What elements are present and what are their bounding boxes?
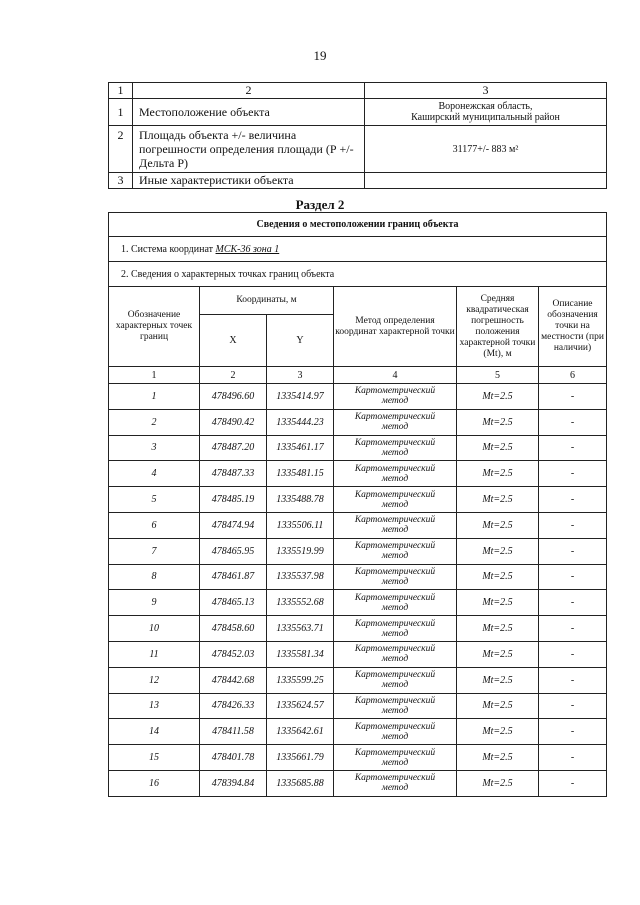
coord-x: 478452.03 bbox=[200, 641, 267, 667]
column-number: 2 bbox=[200, 367, 267, 384]
table1-header-2: 2 bbox=[133, 83, 365, 99]
method-line: метод bbox=[381, 731, 409, 742]
table-row bbox=[109, 770, 607, 796]
header-row bbox=[109, 287, 607, 315]
method-line: Картометрический bbox=[354, 695, 436, 706]
point-number: 10 bbox=[109, 616, 200, 642]
accuracy: Mt=2.5 bbox=[457, 384, 539, 410]
points-caption-row bbox=[109, 262, 607, 287]
point-description: - bbox=[539, 487, 607, 513]
header-x: X bbox=[200, 315, 267, 367]
coord-y: 1335444.23 bbox=[267, 409, 334, 435]
method-line: метод bbox=[381, 628, 409, 639]
point-description: - bbox=[539, 538, 607, 564]
coordinate-system bbox=[109, 237, 607, 262]
table1-row-num: 1 bbox=[109, 99, 133, 126]
accuracy: Mt=2.5 bbox=[457, 693, 539, 719]
coord-y: 1335537.98 bbox=[267, 564, 334, 590]
coord-x: 478465.13 bbox=[200, 590, 267, 616]
point-number: 3 bbox=[109, 435, 200, 461]
method-line: метод bbox=[381, 783, 409, 794]
method-line: Картометрический bbox=[354, 412, 436, 423]
accuracy: Mt=2.5 bbox=[457, 641, 539, 667]
coord-y: 1335461.17 bbox=[267, 435, 334, 461]
points-caption: 2. Сведения о характерных точках границ объекта bbox=[109, 262, 607, 287]
coord-y: 1335506.11 bbox=[267, 512, 334, 538]
table-row bbox=[109, 487, 607, 513]
coord-y: 1335581.34 bbox=[267, 641, 334, 667]
point-number: 7 bbox=[109, 538, 200, 564]
point-description: - bbox=[539, 435, 607, 461]
table2-title: Сведения о местоположении границ объекта bbox=[109, 213, 607, 237]
method bbox=[334, 512, 457, 538]
method-line: метод bbox=[381, 757, 409, 768]
coord-x: 478411.58 bbox=[200, 719, 267, 745]
section-title: Раздел 2 bbox=[295, 197, 345, 212]
accuracy: Mt=2.5 bbox=[457, 538, 539, 564]
point-number: 6 bbox=[109, 512, 200, 538]
coord-y: 1335661.79 bbox=[267, 745, 334, 771]
table1-row-value bbox=[365, 173, 607, 189]
method-line: метод bbox=[381, 680, 409, 691]
point-number: 1 bbox=[109, 384, 200, 410]
method-line: метод bbox=[381, 473, 409, 484]
accuracy: Mt=2.5 bbox=[457, 719, 539, 745]
method bbox=[334, 564, 457, 590]
point-number: 9 bbox=[109, 590, 200, 616]
method-line: Картометрический bbox=[354, 618, 436, 629]
header-coordinates: Координаты, м bbox=[200, 287, 334, 315]
column-number: 3 bbox=[267, 367, 334, 384]
header-designation: Обозначение характерных точек границ bbox=[109, 287, 200, 367]
accuracy: Mt=2.5 bbox=[457, 667, 539, 693]
method bbox=[334, 693, 457, 719]
method-line: Картометрический bbox=[354, 386, 436, 397]
table1-row-name: Иные характеристики объекта bbox=[133, 173, 365, 189]
table1-row-value bbox=[365, 99, 607, 126]
method bbox=[334, 770, 457, 796]
column-number: 1 bbox=[109, 367, 200, 384]
point-description: - bbox=[539, 616, 607, 642]
method bbox=[334, 538, 457, 564]
table1-row-value: 31177+/- 883 м² bbox=[365, 126, 607, 173]
method-line: метод bbox=[381, 447, 409, 458]
accuracy: Mt=2.5 bbox=[457, 590, 539, 616]
header-accuracy: Средняя квадратическая погрешность положения характерной точки (Mt), м bbox=[457, 287, 539, 367]
coord-x: 478487.33 bbox=[200, 461, 267, 487]
coord-y: 1335552.68 bbox=[267, 590, 334, 616]
point-description: - bbox=[539, 564, 607, 590]
point-description: - bbox=[539, 409, 607, 435]
table1-row bbox=[109, 126, 607, 173]
coord-y: 1335642.61 bbox=[267, 719, 334, 745]
method-line: Картометрический bbox=[354, 721, 436, 732]
point-description: - bbox=[539, 745, 607, 771]
method-line: Картометрический bbox=[354, 592, 436, 603]
method-line: Картометрический bbox=[354, 747, 436, 758]
coord-x: 478496.60 bbox=[200, 384, 267, 410]
point-number: 13 bbox=[109, 693, 200, 719]
coord-y: 1335488.78 bbox=[267, 487, 334, 513]
coord-y: 1335519.99 bbox=[267, 538, 334, 564]
accuracy: Mt=2.5 bbox=[457, 409, 539, 435]
method bbox=[334, 590, 457, 616]
accuracy: Mt=2.5 bbox=[457, 487, 539, 513]
accuracy: Mt=2.5 bbox=[457, 435, 539, 461]
table1-row-name: Площадь объекта +/- величина погрешности определения площади (Р +/- Дельта Р) bbox=[133, 126, 365, 173]
column-number: 6 bbox=[539, 367, 607, 384]
point-description: - bbox=[539, 461, 607, 487]
accuracy: Mt=2.5 bbox=[457, 512, 539, 538]
table1-row-num: 3 bbox=[109, 173, 133, 189]
table1-row-num: 2 bbox=[109, 126, 133, 173]
coordinate-system-prefix: 1. Система координат bbox=[121, 243, 214, 255]
header-method: Метод определения координат характерной точки bbox=[334, 287, 457, 367]
point-number: 14 bbox=[109, 719, 200, 745]
table1-header-1: 1 bbox=[109, 83, 133, 99]
method bbox=[334, 641, 457, 667]
coord-x: 478461.87 bbox=[200, 564, 267, 590]
column-numbers-row bbox=[109, 367, 607, 384]
column-number: 5 bbox=[457, 367, 539, 384]
coord-x: 478487.20 bbox=[200, 435, 267, 461]
page-number: 19 bbox=[313, 48, 327, 63]
point-number: 2 bbox=[109, 409, 200, 435]
coord-x: 478401.78 bbox=[200, 745, 267, 771]
point-number: 5 bbox=[109, 487, 200, 513]
point-number: 8 bbox=[109, 564, 200, 590]
coordinate-system-value: МСК-36 зона 1 bbox=[215, 243, 280, 255]
method-line: метод bbox=[381, 654, 409, 665]
point-description: - bbox=[539, 384, 607, 410]
table1-value-line: Воронежская область, bbox=[438, 101, 533, 112]
method-line: метод bbox=[381, 576, 409, 587]
column-number: 4 bbox=[334, 367, 457, 384]
coord-y: 1335563.71 bbox=[267, 616, 334, 642]
table-row bbox=[109, 719, 607, 745]
point-description: - bbox=[539, 770, 607, 796]
method-line: метод bbox=[381, 499, 409, 510]
method bbox=[334, 616, 457, 642]
coord-x: 478465.95 bbox=[200, 538, 267, 564]
table1-value-line: Каширский муниципальный район bbox=[411, 112, 560, 123]
method bbox=[334, 667, 457, 693]
table-row bbox=[109, 745, 607, 771]
boundary-points-table bbox=[108, 212, 607, 797]
method bbox=[334, 384, 457, 410]
method-line: Картометрический bbox=[354, 566, 436, 577]
coord-y: 1335481.15 bbox=[267, 461, 334, 487]
table-row bbox=[109, 641, 607, 667]
point-description: - bbox=[539, 641, 607, 667]
method bbox=[334, 745, 457, 771]
table-row bbox=[109, 564, 607, 590]
point-number: 11 bbox=[109, 641, 200, 667]
coord-x: 478442.68 bbox=[200, 667, 267, 693]
accuracy: Mt=2.5 bbox=[457, 616, 539, 642]
table1-header-row bbox=[109, 83, 607, 99]
method-line: Картометрический bbox=[354, 437, 436, 448]
table-row bbox=[109, 409, 607, 435]
accuracy: Mt=2.5 bbox=[457, 564, 539, 590]
point-number: 12 bbox=[109, 667, 200, 693]
coord-x: 478394.84 bbox=[200, 770, 267, 796]
method-line: Картометрический bbox=[354, 515, 436, 526]
method bbox=[334, 719, 457, 745]
coord-y: 1335599.25 bbox=[267, 667, 334, 693]
point-description: - bbox=[539, 719, 607, 745]
coord-y: 1335414.97 bbox=[267, 384, 334, 410]
accuracy: Mt=2.5 bbox=[457, 770, 539, 796]
coord-y: 1335685.88 bbox=[267, 770, 334, 796]
method-line: метод bbox=[381, 396, 409, 407]
table-row bbox=[109, 512, 607, 538]
accuracy: Mt=2.5 bbox=[457, 745, 539, 771]
table-row bbox=[109, 384, 607, 410]
method-line: метод bbox=[381, 525, 409, 536]
point-description: - bbox=[539, 512, 607, 538]
point-number: 15 bbox=[109, 745, 200, 771]
accuracy: Mt=2.5 bbox=[457, 461, 539, 487]
table-row bbox=[109, 693, 607, 719]
point-number: 16 bbox=[109, 770, 200, 796]
coord-x: 478426.33 bbox=[200, 693, 267, 719]
table1-row bbox=[109, 173, 607, 189]
coordinate-system-row bbox=[109, 237, 607, 262]
point-description: - bbox=[539, 667, 607, 693]
point-number: 4 bbox=[109, 461, 200, 487]
table-row bbox=[109, 461, 607, 487]
method-line: Картометрический bbox=[354, 489, 436, 500]
header-y: Y bbox=[267, 315, 334, 367]
table-row bbox=[109, 590, 607, 616]
method-line: метод bbox=[381, 602, 409, 613]
method bbox=[334, 461, 457, 487]
method-line: Картометрический bbox=[354, 773, 436, 784]
point-description: - bbox=[539, 590, 607, 616]
coord-x: 478490.42 bbox=[200, 409, 267, 435]
table1-header-3: 3 bbox=[365, 83, 607, 99]
point-description: - bbox=[539, 693, 607, 719]
table-row bbox=[109, 667, 607, 693]
method bbox=[334, 487, 457, 513]
method-line: метод bbox=[381, 705, 409, 716]
header-description: Описание обозначения точки на местности (при наличии) bbox=[539, 287, 607, 367]
coord-x: 478474.94 bbox=[200, 512, 267, 538]
method-line: Картометрический bbox=[354, 670, 436, 681]
method-line: Картометрический bbox=[354, 463, 436, 474]
table-row bbox=[109, 538, 607, 564]
method-line: Картометрический bbox=[354, 541, 436, 552]
method-line: метод bbox=[381, 422, 409, 433]
coord-x: 478458.60 bbox=[200, 616, 267, 642]
table1-row-name: Местоположение объекта bbox=[133, 99, 365, 126]
table-row bbox=[109, 616, 607, 642]
method bbox=[334, 409, 457, 435]
table1-row bbox=[109, 99, 607, 126]
method bbox=[334, 435, 457, 461]
table-row bbox=[109, 435, 607, 461]
method-line: метод bbox=[381, 551, 409, 562]
coord-y: 1335624.57 bbox=[267, 693, 334, 719]
coord-x: 478485.19 bbox=[200, 487, 267, 513]
object-info-table bbox=[108, 82, 607, 189]
table2-title-row bbox=[109, 213, 607, 237]
method-line: Картометрический bbox=[354, 644, 436, 655]
